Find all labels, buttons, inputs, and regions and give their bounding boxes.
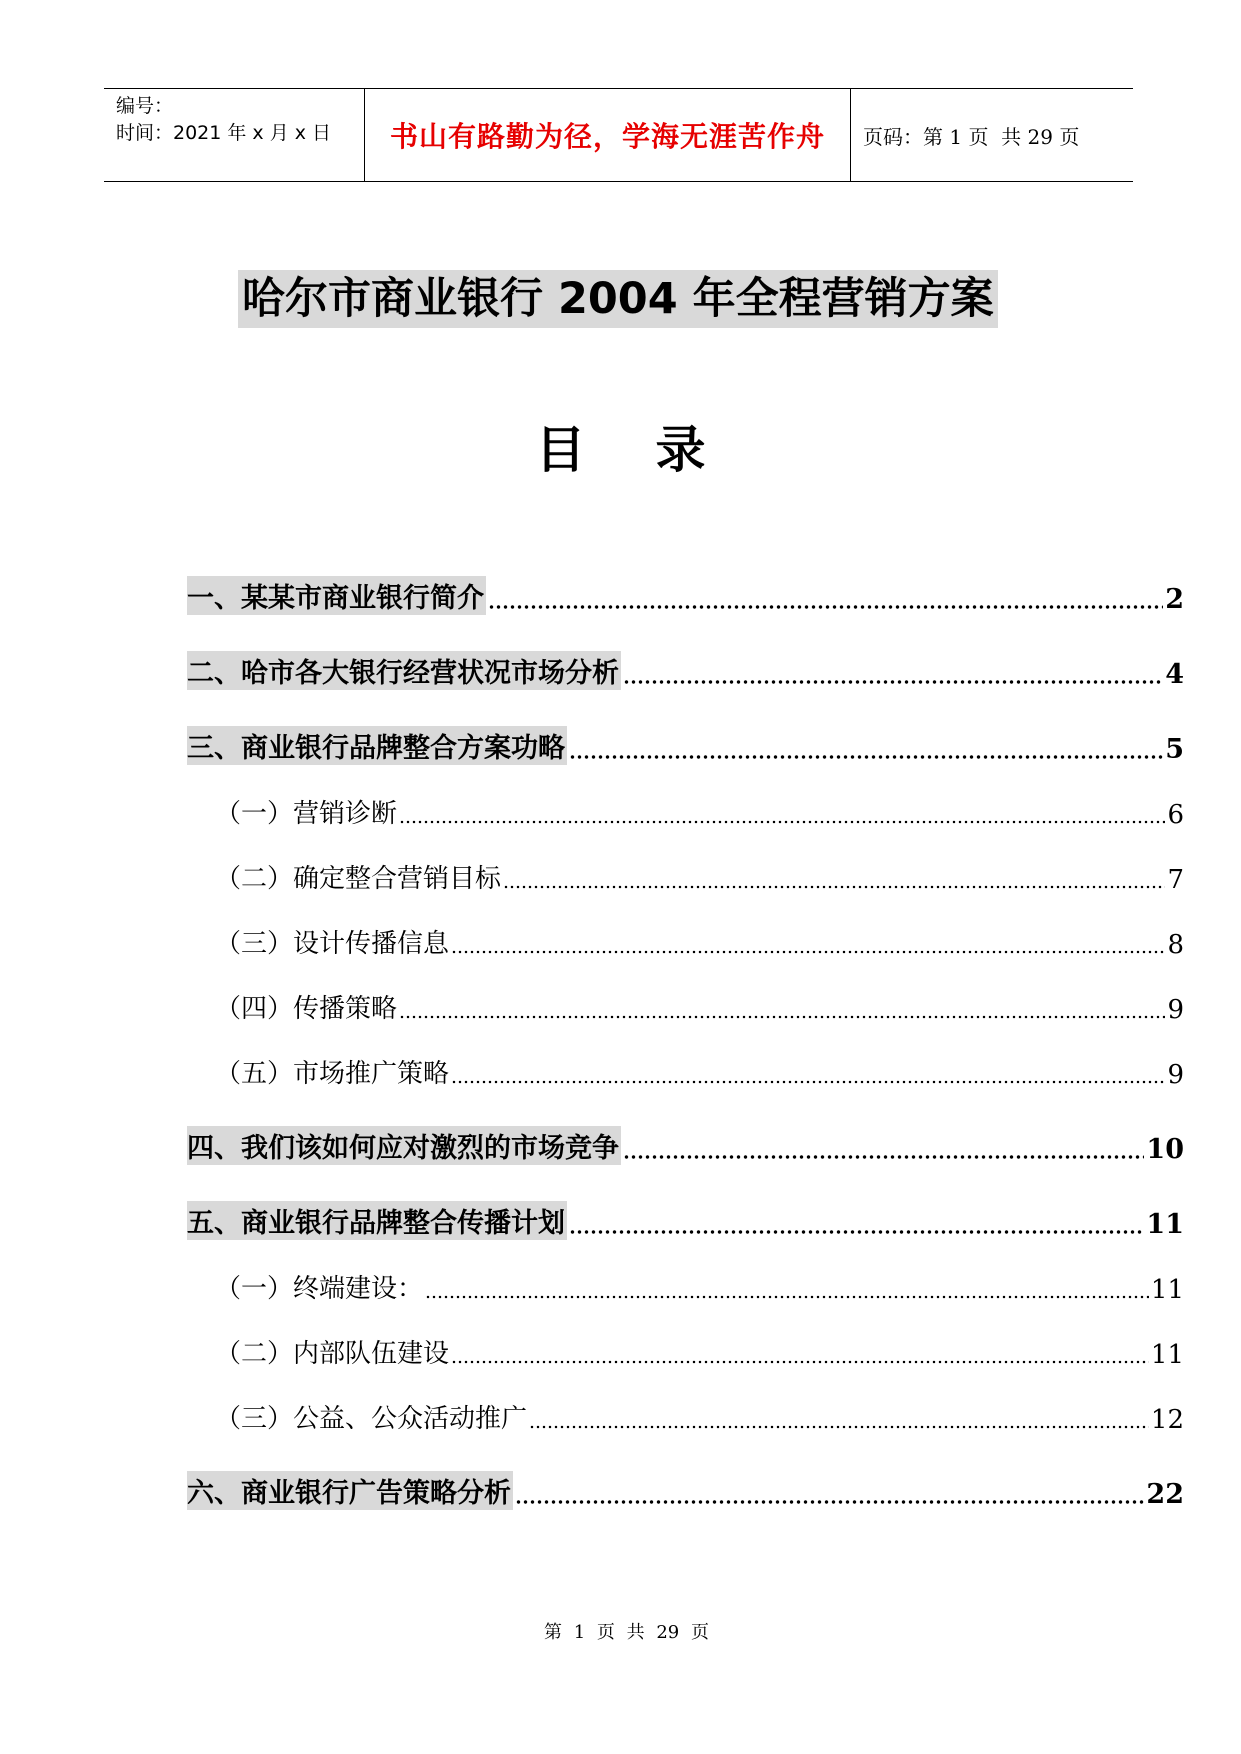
page-info-text: 页码：第 1 页 共 29 页 (863, 124, 1080, 149)
toc-entry-page: 12 (1150, 1405, 1184, 1435)
toc-entry-title: （三）公益、公众活动推广 (215, 1404, 528, 1434)
header-meta (104, 89, 365, 181)
toc-entry-page: 9 (1167, 995, 1184, 1025)
toc-entry-page: 5 (1165, 734, 1184, 765)
toc-entry-page: 8 (1167, 930, 1184, 960)
toc-dot-leader (569, 755, 1163, 759)
toc-entry-page: 10 (1146, 1134, 1184, 1165)
toc-dot-leader (503, 885, 1165, 889)
toc-entry-section[interactable] (187, 895, 1184, 960)
toc-entry-title: （二）内部队伍建设 (215, 1339, 450, 1369)
toc-entry-page: 6 (1167, 800, 1184, 830)
toc-entry-page: 11 (1150, 1340, 1184, 1370)
time-label: 时间：2021 年 x 月 x 日 (116, 122, 332, 144)
toc-dot-leader (451, 1360, 1149, 1364)
toc-dot-leader (399, 1015, 1165, 1019)
toc-dot-leader (623, 1155, 1144, 1159)
toc-entry-page: 9 (1167, 1060, 1184, 1090)
toc-entry-section[interactable] (187, 1305, 1184, 1370)
toc-entry-title: （五）市场推广策略 (215, 1059, 450, 1089)
toc-heading: 目录 (535, 421, 776, 479)
toc-entry-chapter[interactable] (187, 690, 1184, 765)
toc-entry-title: 二、哈市各大银行经营状况市场分析 (187, 651, 621, 690)
toc-entry-chapter[interactable] (187, 1090, 1184, 1165)
header-table (104, 88, 1133, 182)
toc-entry-page: 22 (1146, 1479, 1184, 1510)
toc-entry-chapter[interactable] (187, 1435, 1184, 1510)
toc-entry-title: 六、商业银行广告策略分析 (187, 1471, 513, 1510)
document-title: 哈尔市商业银行 2004 年全程营销方案 (238, 270, 998, 328)
toc-dot-leader (399, 820, 1165, 824)
toc-entry-section[interactable] (187, 1025, 1184, 1090)
toc-dot-leader (623, 680, 1163, 684)
toc-entry-chapter[interactable] (187, 1165, 1184, 1240)
toc-dot-leader (451, 950, 1165, 954)
header-motto: 书山有路勤为径，学海无涯苦作舟 (365, 89, 851, 181)
header-page-info (851, 89, 1133, 181)
toc-entry-title: 四、我们该如何应对激烈的市场竞争 (187, 1126, 621, 1165)
toc-entry-chapter[interactable] (187, 615, 1184, 690)
table-of-contents (187, 540, 1184, 1510)
toc-entry-title: 五、商业银行品牌整合传播计划 (187, 1201, 567, 1240)
toc-entry-title: （四）传播策略 (215, 994, 398, 1024)
toc-entry-section[interactable] (187, 765, 1184, 830)
serial-label: 编号： (116, 95, 174, 117)
toc-entry-chapter[interactable] (187, 540, 1184, 615)
toc-entry-section[interactable] (187, 830, 1184, 895)
toc-entry-page: 7 (1167, 865, 1184, 895)
toc-dot-leader (451, 1080, 1165, 1084)
toc-entry-title: （二）确定整合营销目标 (215, 864, 502, 894)
toc-entry-page: 11 (1150, 1275, 1184, 1305)
toc-entry-page: 4 (1165, 659, 1184, 690)
toc-dot-leader (569, 1230, 1144, 1234)
toc-entry-title: （一）营销诊断 (215, 799, 398, 829)
toc-entry-section[interactable] (187, 1240, 1184, 1305)
toc-entry-title: （三）设计传播信息 (215, 929, 450, 959)
toc-dot-leader (425, 1295, 1149, 1299)
toc-dot-leader (488, 605, 1163, 609)
toc-entry-page: 11 (1146, 1209, 1184, 1240)
toc-dot-leader (515, 1500, 1144, 1504)
toc-entry-title: 一、某某市商业银行简介 (187, 576, 486, 615)
toc-entry-page: 2 (1165, 584, 1184, 615)
toc-entry-section[interactable] (187, 1370, 1184, 1435)
toc-dot-leader (529, 1425, 1149, 1429)
toc-entry-title: 三、商业银行品牌整合方案功略 (187, 726, 567, 765)
toc-entry-section[interactable] (187, 960, 1184, 1025)
toc-entry-title: （一）终端建设： (215, 1274, 424, 1304)
page-footer: 第 1 页 共 29 页 (544, 1622, 709, 1643)
